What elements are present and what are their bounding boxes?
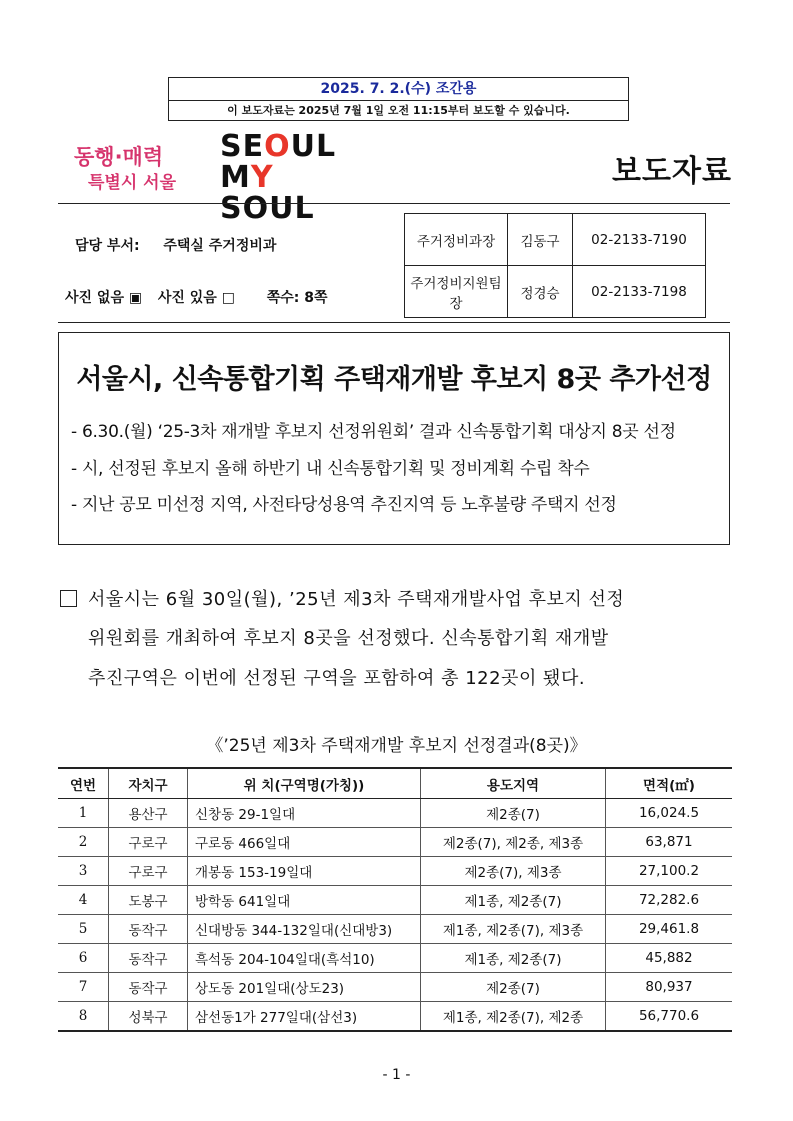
row-district: 구로구 <box>109 828 188 857</box>
logo-letter: Y <box>250 160 274 195</box>
column-header: 면적(㎡) <box>606 768 733 799</box>
logo-letter: U <box>290 129 316 164</box>
logo-letter: U <box>269 191 295 226</box>
column-header: 용도지역 <box>421 768 606 799</box>
row-area: 29,461.8 <box>606 915 733 944</box>
row-area: 45,882 <box>606 944 733 973</box>
table-row <box>58 799 732 828</box>
table-header-row <box>58 768 732 799</box>
logo-letter: L <box>294 191 315 226</box>
results-table <box>58 767 732 1032</box>
row-zoning: 제2종(7) <box>421 799 606 828</box>
contact-phone: 02-2133-7190 <box>573 214 706 266</box>
table-row <box>58 944 732 973</box>
subheadline: - 6.30.(월) ‘25-3차 재개발 후보지 선정위원회’ 결과 신속통합기획 대상지 8곳 선정 <box>71 422 676 442</box>
row-area: 56,770.6 <box>606 1002 733 1032</box>
row-number: 6 <box>58 944 109 973</box>
pages-value: 8쪽 <box>304 290 328 306</box>
logo-line-2: 특별시 서울 <box>88 173 177 193</box>
embargo-note: 이 보도자료는 2025년 7월 1일 오전 11:15부터 보도할 수 있습니다. <box>227 104 570 117</box>
body-line: 서울시는 6월 30일(월), ’25년 제3차 주택재개발사업 후보지 선정 <box>88 589 625 610</box>
has-photo-label: 사진 있음 <box>157 290 217 306</box>
has-photo-checkbox: □ <box>221 290 235 306</box>
subheadline: - 지난 공모 미선정 지역, 사전타당성용역 추진지역 등 노후불량 주택지 선정 <box>71 495 617 515</box>
column-header: 연번 <box>58 768 109 799</box>
row-zoning: 제2종(7) <box>421 973 606 1002</box>
page-number: - 1 - <box>382 1067 411 1083</box>
contact-row <box>405 266 706 318</box>
row-zoning: 제1종, 제2종(7), 제3종 <box>421 915 606 944</box>
row-location: 흑석동 204-104일대(흑석10) <box>188 944 421 973</box>
contact-phone: 02-2133-7198 <box>573 266 706 318</box>
table-row <box>58 886 732 915</box>
table-row <box>58 1002 732 1032</box>
row-location: 구로동 466일대 <box>188 828 421 857</box>
row-district: 도봉구 <box>109 886 188 915</box>
department-line <box>75 235 276 255</box>
contact-name: 정경승 <box>508 266 573 318</box>
seoul-logo-line-1 <box>220 129 337 164</box>
row-area: 27,100.2 <box>606 857 733 886</box>
row-location: 신대방동 344-132일대(신대방3) <box>188 915 421 944</box>
row-district: 용산구 <box>109 799 188 828</box>
table-row <box>58 973 732 1002</box>
subheadline: - 시, 선정된 후보지 올해 하반기 내 신속통합기획 및 정비계획 수립 착수 <box>71 459 590 479</box>
department-value: 주택실 주거정비과 <box>163 238 277 254</box>
row-number: 4 <box>58 886 109 915</box>
logo-letter: S <box>220 191 243 226</box>
logo-letter: M <box>220 160 251 195</box>
row-zoning: 제1종, 제2종(7) <box>421 886 606 915</box>
seoul-logo-line-2 <box>220 162 320 224</box>
logo-letter: L <box>316 129 337 164</box>
department-label: 담당 부서: <box>75 238 140 254</box>
body-line: 위원회를 개최하여 후보지 8곳을 선정했다. 신속통합기획 재개발 <box>88 628 609 649</box>
no-photo-checkbox: ▣ <box>128 290 143 306</box>
row-number: 1 <box>58 799 109 828</box>
info-divider <box>58 322 730 323</box>
header-divider <box>58 203 730 204</box>
table-row <box>58 915 732 944</box>
row-zoning: 제1종, 제2종(7) <box>421 944 606 973</box>
logo-letter: S <box>220 129 243 164</box>
embargo-date: 2025. 7. 2.(수) 조간용 <box>169 78 628 101</box>
contact-role: 주거정비과장 <box>405 214 508 266</box>
row-area: 72,282.6 <box>606 886 733 915</box>
dongaeng-maeryeok-logo <box>70 136 190 196</box>
logo-letter: E <box>242 129 265 164</box>
contact-name: 김동구 <box>508 214 573 266</box>
photo-info-line <box>65 287 327 307</box>
logo-letter: O <box>264 129 291 164</box>
row-area: 16,024.5 <box>606 799 733 828</box>
row-location: 삼선동1가 277일대(삼선3) <box>188 1002 421 1032</box>
logo-line-1: 동행·매력 <box>74 145 164 169</box>
row-zoning: 제2종(7), 제3종 <box>421 857 606 886</box>
row-location: 방학동 641일대 <box>188 886 421 915</box>
row-location: 상도동 201일대(상도23) <box>188 973 421 1002</box>
row-zoning: 제1종, 제2종(7), 제2종 <box>421 1002 606 1032</box>
row-area: 63,871 <box>606 828 733 857</box>
contact-role: 주거정비지원팀장 <box>405 266 508 318</box>
contact-table <box>404 213 706 318</box>
bullet-box-icon <box>60 590 77 607</box>
row-district: 구로구 <box>109 857 188 886</box>
embargo-box <box>168 77 629 121</box>
table-row <box>58 857 732 886</box>
no-photo-label: 사진 없음 <box>65 290 124 306</box>
row-zoning: 제2종(7), 제2종, 제3종 <box>421 828 606 857</box>
row-district: 성북구 <box>109 1002 188 1032</box>
row-location: 신창동 29-1일대 <box>188 799 421 828</box>
row-district: 동작구 <box>109 973 188 1002</box>
contact-row <box>405 214 706 266</box>
seoul-my-soul-logo <box>220 129 337 226</box>
table-row <box>58 828 732 857</box>
row-number: 8 <box>58 1002 109 1032</box>
row-number: 7 <box>58 973 109 1002</box>
row-number: 2 <box>58 828 109 857</box>
row-number: 5 <box>58 915 109 944</box>
row-location: 개봉동 153-19일대 <box>188 857 421 886</box>
press-release-title: 보도자료 <box>612 154 732 189</box>
row-district: 동작구 <box>109 944 188 973</box>
headline-box <box>58 332 730 545</box>
table-caption: 《’25년 제3차 주택재개발 후보지 선정결과(8곳)》 <box>206 736 587 756</box>
column-header: 자치구 <box>109 768 188 799</box>
body-line: 추진구역은 이번에 선정된 구역을 포함하여 총 122곳이 됐다. <box>88 668 586 689</box>
pages-label: 쪽수: <box>266 290 300 306</box>
row-area: 80,937 <box>606 973 733 1002</box>
column-header: 위 치(구역명(가칭)) <box>188 768 421 799</box>
headline: 서울시, 신속통합기획 주택재개발 후보지 8곳 추가선정 <box>76 364 712 395</box>
logo-letter: O <box>242 191 270 226</box>
row-district: 동작구 <box>109 915 188 944</box>
row-number: 3 <box>58 857 109 886</box>
